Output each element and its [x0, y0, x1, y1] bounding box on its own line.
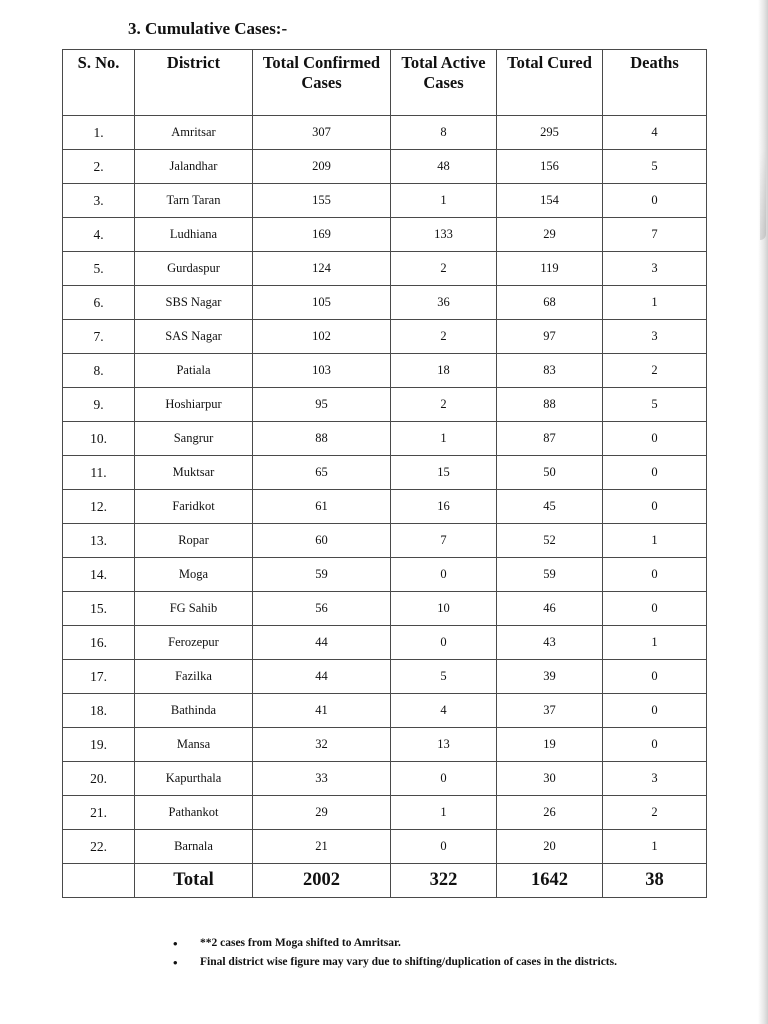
cell-confirmed: 155: [253, 184, 391, 218]
cell-confirmed: 65: [253, 456, 391, 490]
cell-deaths: 3: [603, 252, 707, 286]
cell-active: 2: [391, 252, 497, 286]
cell-sno: 16.: [63, 626, 135, 660]
cell-confirmed: 21: [253, 830, 391, 864]
cell-deaths: 0: [603, 558, 707, 592]
cell-confirmed: 307: [253, 116, 391, 150]
cell-confirmed: 44: [253, 626, 391, 660]
total-active: 322: [391, 864, 497, 898]
cell-district: Ropar: [135, 524, 253, 558]
cell-sno: 3.: [63, 184, 135, 218]
cell-deaths: 0: [603, 592, 707, 626]
cell-sno: 12.: [63, 490, 135, 524]
total-label: Total: [135, 864, 253, 898]
cell-district: Mansa: [135, 728, 253, 762]
cell-deaths: 5: [603, 388, 707, 422]
cell-active: 2: [391, 388, 497, 422]
total-deaths: 38: [603, 864, 707, 898]
cell-active: 0: [391, 830, 497, 864]
cell-active: 133: [391, 218, 497, 252]
cell-active: 8: [391, 116, 497, 150]
total-confirmed: 2002: [253, 864, 391, 898]
cell-confirmed: 44: [253, 660, 391, 694]
cell-deaths: 0: [603, 422, 707, 456]
cell-sno: 4.: [63, 218, 135, 252]
column-header-active: Total Active Cases: [391, 50, 497, 116]
table-row: [63, 252, 707, 286]
cell-confirmed: 169: [253, 218, 391, 252]
cell-active: 16: [391, 490, 497, 524]
cell-cured: 30: [497, 762, 603, 796]
cell-cured: 43: [497, 626, 603, 660]
cell-active: 1: [391, 184, 497, 218]
cell-sno: 19.: [63, 728, 135, 762]
cell-active: 10: [391, 592, 497, 626]
cell-cured: 20: [497, 830, 603, 864]
cell-cured: 52: [497, 524, 603, 558]
cell-sno: 6.: [63, 286, 135, 320]
cell-cured: 50: [497, 456, 603, 490]
table-row: [63, 116, 707, 150]
cell-sno: 1.: [63, 116, 135, 150]
cell-active: 5: [391, 660, 497, 694]
total-sno-cell: [63, 864, 135, 898]
table-row: [63, 286, 707, 320]
cell-district: Pathankot: [135, 796, 253, 830]
cell-district: Moga: [135, 558, 253, 592]
cell-confirmed: 103: [253, 354, 391, 388]
cell-deaths: 0: [603, 490, 707, 524]
cumulative-cases-table: [62, 49, 707, 898]
cell-deaths: 0: [603, 456, 707, 490]
cell-cured: 45: [497, 490, 603, 524]
cell-sno: 15.: [63, 592, 135, 626]
cell-cured: 119: [497, 252, 603, 286]
cell-confirmed: 59: [253, 558, 391, 592]
cell-deaths: 0: [603, 694, 707, 728]
cell-district: Kapurthala: [135, 762, 253, 796]
table-header-row: [63, 50, 707, 116]
bullet-icon: •: [173, 955, 178, 970]
cell-active: 0: [391, 762, 497, 796]
cell-sno: 18.: [63, 694, 135, 728]
cell-sno: 10.: [63, 422, 135, 456]
table-row: [63, 626, 707, 660]
table-row: [63, 184, 707, 218]
cell-confirmed: 60: [253, 524, 391, 558]
table-row: [63, 354, 707, 388]
cell-confirmed: 88: [253, 422, 391, 456]
cell-sno: 11.: [63, 456, 135, 490]
footnotes-list: [170, 936, 640, 974]
cell-cured: 97: [497, 320, 603, 354]
table-row: [63, 490, 707, 524]
table-row: [63, 660, 707, 694]
cell-active: 0: [391, 558, 497, 592]
cell-deaths: 5: [603, 150, 707, 184]
cell-district: FG Sahib: [135, 592, 253, 626]
cell-active: 18: [391, 354, 497, 388]
column-header-deaths: Deaths: [603, 50, 707, 116]
cell-cured: 88: [497, 388, 603, 422]
cell-district: Tarn Taran: [135, 184, 253, 218]
cell-deaths: 3: [603, 320, 707, 354]
cell-deaths: 7: [603, 218, 707, 252]
cell-sno: 20.: [63, 762, 135, 796]
cell-cured: 295: [497, 116, 603, 150]
table-row: [63, 524, 707, 558]
cell-district: Muktsar: [135, 456, 253, 490]
cell-cured: 39: [497, 660, 603, 694]
cell-cured: 59: [497, 558, 603, 592]
cell-active: 15: [391, 456, 497, 490]
cell-cured: 19: [497, 728, 603, 762]
table-row: [63, 218, 707, 252]
cell-sno: 5.: [63, 252, 135, 286]
table-row: [63, 830, 707, 864]
cell-deaths: 0: [603, 660, 707, 694]
cell-district: Patiala: [135, 354, 253, 388]
cell-deaths: 3: [603, 762, 707, 796]
cell-active: 13: [391, 728, 497, 762]
table-row: [63, 694, 707, 728]
cell-cured: 87: [497, 422, 603, 456]
cell-cured: 68: [497, 286, 603, 320]
cell-district: Amritsar: [135, 116, 253, 150]
cell-cured: 29: [497, 218, 603, 252]
cell-confirmed: 56: [253, 592, 391, 626]
cell-active: 4: [391, 694, 497, 728]
cell-cured: 83: [497, 354, 603, 388]
cell-sno: 8.: [63, 354, 135, 388]
table-row: [63, 796, 707, 830]
cell-confirmed: 41: [253, 694, 391, 728]
cell-cured: 37: [497, 694, 603, 728]
table-row: [63, 422, 707, 456]
cell-confirmed: 105: [253, 286, 391, 320]
table-row: [63, 320, 707, 354]
table-row: [63, 728, 707, 762]
cell-deaths: 1: [603, 524, 707, 558]
column-header-district: District: [135, 50, 253, 116]
section-heading: 3. Cumulative Cases:-: [128, 19, 288, 38]
cell-district: SAS Nagar: [135, 320, 253, 354]
cell-confirmed: 124: [253, 252, 391, 286]
cell-confirmed: 102: [253, 320, 391, 354]
total-cured: 1642: [497, 864, 603, 898]
cell-deaths: 2: [603, 354, 707, 388]
footnote-item: [170, 936, 640, 951]
cell-sno: 2.: [63, 150, 135, 184]
cell-district: Faridkot: [135, 490, 253, 524]
cell-cured: 46: [497, 592, 603, 626]
cell-deaths: 4: [603, 116, 707, 150]
cell-confirmed: 61: [253, 490, 391, 524]
cell-deaths: 1: [603, 830, 707, 864]
table-row: [63, 762, 707, 796]
cell-confirmed: 33: [253, 762, 391, 796]
footnote-text: Final district wise figure may vary due to shifting/duplication of cases in the districts.: [200, 956, 617, 968]
column-header-cured: Total Cured: [497, 50, 603, 116]
cell-district: Sangrur: [135, 422, 253, 456]
cell-active: 48: [391, 150, 497, 184]
cell-sno: 14.: [63, 558, 135, 592]
cell-confirmed: 29: [253, 796, 391, 830]
cell-district: Ferozepur: [135, 626, 253, 660]
cell-district: Ludhiana: [135, 218, 253, 252]
bullet-icon: •: [173, 936, 178, 951]
table-row: [63, 150, 707, 184]
cell-deaths: 0: [603, 728, 707, 762]
footnote-text: **2 cases from Moga shifted to Amritsar.: [200, 937, 401, 949]
cell-cured: 156: [497, 150, 603, 184]
cell-deaths: 2: [603, 796, 707, 830]
cell-district: Hoshiarpur: [135, 388, 253, 422]
cell-district: Fazilka: [135, 660, 253, 694]
total-row: [63, 864, 707, 898]
cell-confirmed: 209: [253, 150, 391, 184]
cell-active: 36: [391, 286, 497, 320]
footnote-item: [170, 955, 640, 970]
cell-cured: 26: [497, 796, 603, 830]
cell-deaths: 0: [603, 184, 707, 218]
cell-active: 1: [391, 796, 497, 830]
cell-deaths: 1: [603, 626, 707, 660]
table-row: [63, 456, 707, 490]
cell-sno: 17.: [63, 660, 135, 694]
cell-cured: 154: [497, 184, 603, 218]
table-row: [63, 388, 707, 422]
cell-confirmed: 95: [253, 388, 391, 422]
page-curl-shadow: [760, 150, 766, 240]
table-row: [63, 592, 707, 626]
cell-district: Gurdaspur: [135, 252, 253, 286]
cell-district: Barnala: [135, 830, 253, 864]
cell-district: Jalandhar: [135, 150, 253, 184]
cell-confirmed: 32: [253, 728, 391, 762]
column-header-confirmed: Total Confirmed Cases: [253, 50, 391, 116]
table-body: [63, 116, 707, 864]
cell-district: SBS Nagar: [135, 286, 253, 320]
column-header-sno: S. No.: [63, 50, 135, 116]
cell-sno: 22.: [63, 830, 135, 864]
cell-sno: 13.: [63, 524, 135, 558]
cell-district: Bathinda: [135, 694, 253, 728]
cell-active: 0: [391, 626, 497, 660]
cell-active: 1: [391, 422, 497, 456]
cell-active: 7: [391, 524, 497, 558]
cell-sno: 7.: [63, 320, 135, 354]
table-row: [63, 558, 707, 592]
cell-active: 2: [391, 320, 497, 354]
cell-deaths: 1: [603, 286, 707, 320]
cell-sno: 21.: [63, 796, 135, 830]
cell-sno: 9.: [63, 388, 135, 422]
